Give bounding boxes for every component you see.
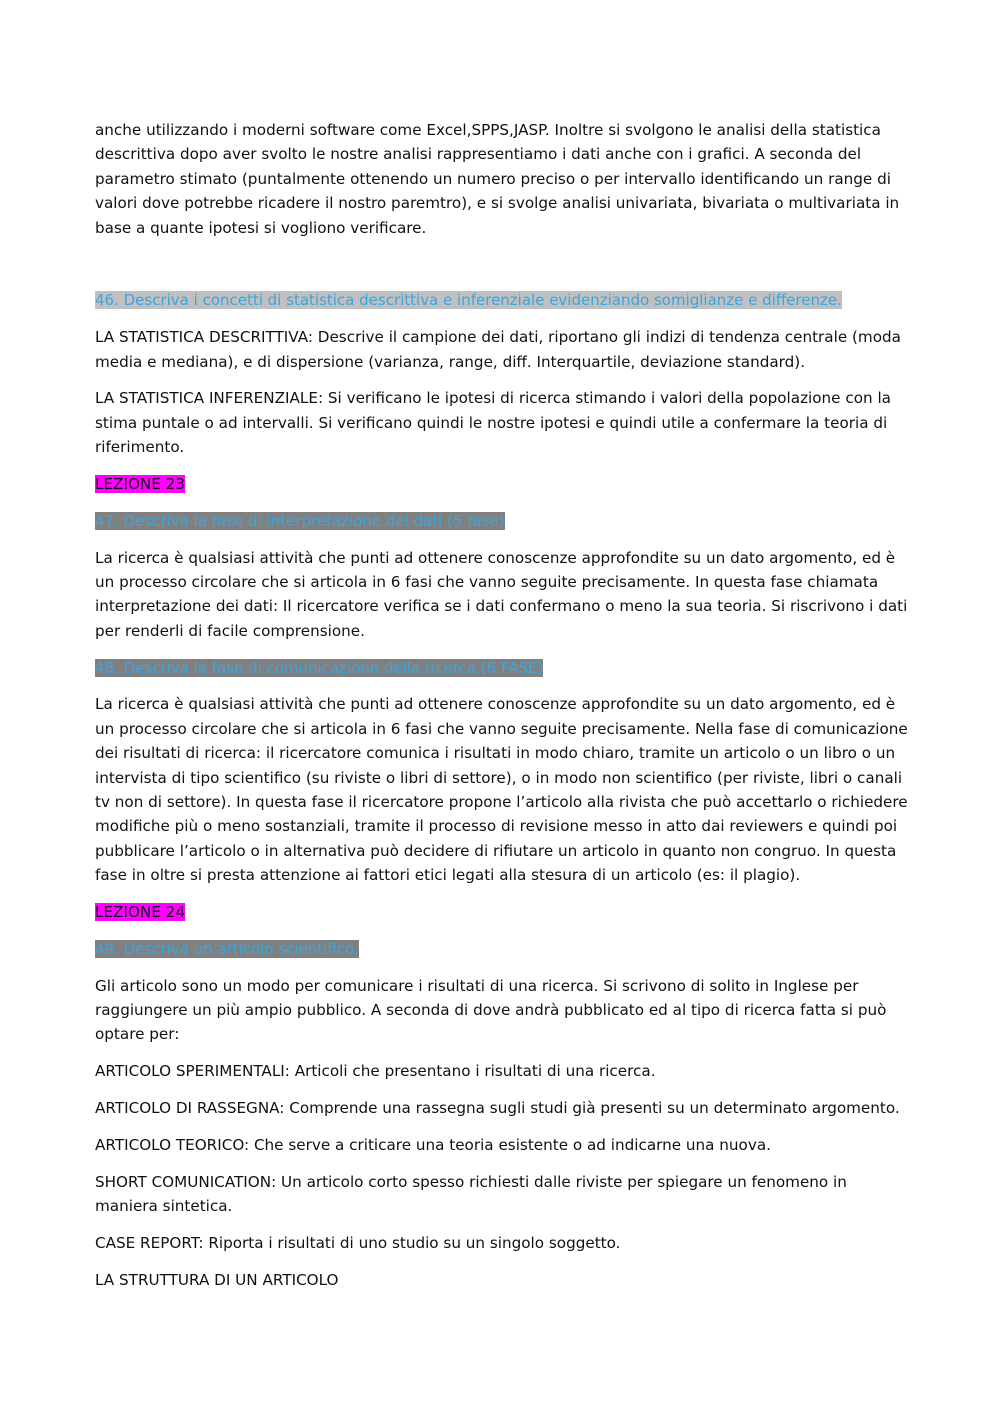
question-48-answer: La ricerca è qualsiasi attività che punti ad ottenere conoscenze approfondite su un dato argomento, ed è un processo circolare che si articola in 6 fasi che vanno seguite precisamente. Nella fase di comunicazione dei risultati di ricerca: il ricercatore comunica i risultati in modo chiaro, tramite un articolo o un libro o un intervista di tipo scientifico (su riviste o libri di settore), o in modo non scientifico (per riviste, libri o canali tv non di settore). In questa fase il ricercatore propone l’articolo alla rivista che può accettarlo o richiedere modifiche più o meno sostanziali, tramite il processo di revisione messo in atto dai reviewers e quindi poi pubblicare l’articolo o in alternativa può decidere di rifiutare un articolo in quanto non congruo. In questa fase in oltre si presta attenzione ai fattori etici legati alla stesura di un articolo (es: il plagio). xyxy=(95,695,908,885)
question-47-title: 47. Descriva la fase di interpretazione dei dati (5 fase) xyxy=(95,511,505,530)
question-49-intro: Gli articolo sono un modo per comunicare i risultati di una ricerca. Si scrivono di solito in Inglese per raggiungere un più ampio pubblico. A seconda di dove andrà pubblicato ed al tipo di ricerca fatta si può optare per: xyxy=(95,976,887,1044)
document-page xyxy=(95,118,910,1304)
question-48-heading xyxy=(95,656,910,680)
lesson-23-heading xyxy=(95,472,910,496)
question-47-answer: La ricerca è qualsiasi attività che punti ad ottenere conoscenze approfondite su un dato argomento, ed è un processo circolare che si articola in 6 fasi che vanno seguite precisamente. In questa fase chiamata interpretazione dei dati: Il ricercatore verifica se i dati confermano o meno la sua teoria. Si riscrivono i dati per renderli di facile comprensione. xyxy=(95,548,908,640)
section-spacer xyxy=(95,252,910,288)
question-48-title: 48. Descriva la fase di comunicazione della ricerca (6 FASE) xyxy=(95,658,544,677)
article-type-short-communication: SHORT COMUNICATION: Un articolo corto spesso richiesti dalle riviste per spiegare un fenomeno in maniera sintetica. xyxy=(95,1172,847,1216)
lesson-24-label: LEZIONE 24 xyxy=(95,903,186,922)
lesson-23-label: LEZIONE 23 xyxy=(95,475,186,494)
article-type-case-report: CASE REPORT: Riporta i risultati di uno studio su un singolo soggetto. xyxy=(95,1233,621,1252)
intro-paragraph: anche utilizzando i moderni software come Excel,SPPS,JASP. Inoltre si svolgono le analisi della statistica descrittiva dopo aver svolto le nostre analisi rappresentiamo i dati anche con i grafici. A seconda del parametro stimato (puntalmente ottenendo un numero preciso o per intervallo identificando un range di valori dove potrebbe ricadere il nostro paremtro), e si svolge analisi univariata, bivariata o multivariata in base a quante ipotesi si vogliono verificare. xyxy=(95,121,900,237)
question-46-heading xyxy=(95,288,910,312)
article-type-review: ARTICOLO DI RASSEGNA: Comprende una rassegna sugli studi già presenti su un determinato argomento. xyxy=(95,1099,900,1118)
article-type-experimental: ARTICOLO SPERIMENTALI: Articoli che presentano i risultati di una ricerca. xyxy=(95,1062,656,1081)
article-type-theoretical: ARTICOLO TEORICO: Che serve a criticare una teoria esistente o ad indicarne una nuova. xyxy=(95,1135,771,1154)
question-49-heading xyxy=(95,937,910,961)
descriptive-statistics-paragraph: LA STATISTICA DESCRITTIVA: Descrive il campione dei dati, riportano gli indizi di tendenza centrale (moda media e mediana), e di dispersione (varianza, range, diff. Interquartile, deviazione standard). xyxy=(95,328,901,371)
article-structure-heading: LA STRUTTURA DI UN ARTICOLO xyxy=(95,1270,339,1289)
question-46-title: 46. Descriva i concetti di statistica descrittiva e inferenziale evidenziando somiglianze e differenze. xyxy=(95,291,842,310)
question-49-title: 49. Descriva un articolo scientifico. xyxy=(95,939,359,958)
inferential-statistics-paragraph: LA STATISTICA INFERENZIALE: Si verificano le ipotesi di ricerca stimando i valori della popolazione con la stima puntale o ad intervalli. Si verificano quindi le nostre ipotesi e quindi utile a confermare la teoria di riferimento. xyxy=(95,389,891,457)
lesson-24-heading xyxy=(95,900,910,924)
question-47-heading xyxy=(95,509,910,533)
